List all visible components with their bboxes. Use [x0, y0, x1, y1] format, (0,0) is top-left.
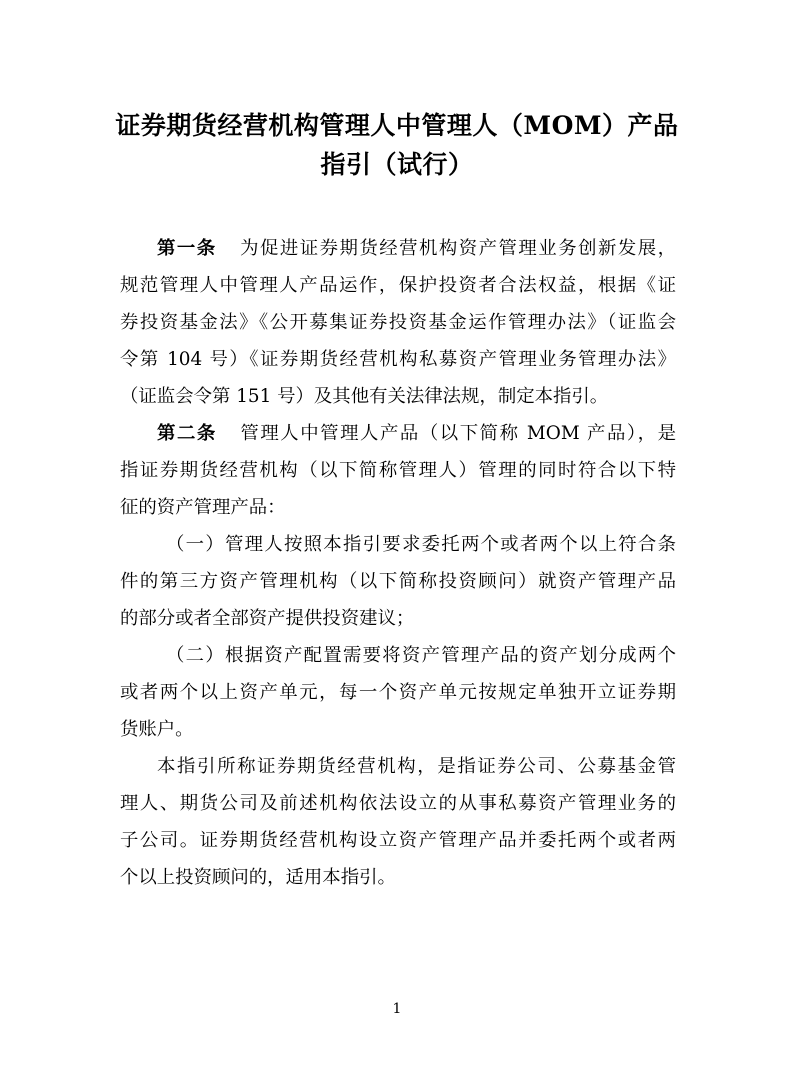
paragraph-3-line-2: 理人、期货公司及前述机构依法设立的从事私募资产管理业务的 [120, 793, 676, 814]
article-2-label: 第二条 [157, 423, 217, 444]
article-2-text-1: 管理人中管理人产品（以下简称 MOM 产品），是 [238, 423, 676, 444]
document-title-line-1: 证券期货经营机构管理人中管理人（MOM）产品 [115, 111, 679, 140]
article-1-line-3: 券投资基金法》《公开募集证券投资基金运作管理办法》（证监会 [120, 312, 676, 333]
article-1 [120, 230, 676, 415]
article-2 [120, 415, 676, 526]
article-1-line-2: 规范管理人中管理人产品运作，保护投资者合法权益，根据《证 [120, 275, 676, 296]
article-1-line-4: 令第 104 号）《证券期货经营机构私募资产管理业务管理办法》 [120, 349, 676, 370]
article-1-label: 第一条 [157, 238, 217, 259]
item-2 [120, 637, 676, 748]
paragraph-3 [120, 748, 676, 896]
article-1-line-1 [120, 230, 676, 267]
paragraph-3-line-3: 子公司。证券期货经营机构设立资产管理产品并委托两个或者两 [120, 830, 676, 851]
document-title-line-2: 指引（试行） [320, 150, 474, 179]
paragraph-3-line-1: 本指引所称证券期货经营机构，是指证券公司、公募基金管 [157, 756, 676, 777]
article-1-line-5: （证监会令第 151 号）及其他有关法律法规，制定本指引。 [120, 386, 609, 407]
item-2-line-1: （二）根据资产配置需要将资产管理产品的资产划分成两个 [166, 645, 676, 666]
article-2-line-3: 征的资产管理产品： [120, 497, 286, 518]
article-2-line-2: 指证券期货经营机构（以下简称管理人）管理的同时符合以下特 [120, 460, 676, 481]
document-body [120, 230, 676, 896]
paragraph-3-line-4: 个以上投资顾问的，适用本指引。 [120, 867, 396, 888]
item-2-line-2: 或者两个以上资产单元，每一个资产单元按规定单独开立证券期 [120, 682, 676, 703]
item-2-line-3: 货账户。 [120, 719, 194, 740]
page-number: 1 [392, 1001, 402, 1017]
item-1-line-1: （一）管理人按照本指引要求委托两个或者两个以上符合条 [166, 534, 676, 555]
item-1-line-3: 的部分或者全部资产提供投资建议； [120, 608, 415, 629]
item-1 [120, 526, 676, 637]
article-2-line-1 [120, 415, 676, 452]
item-1-line-2: 件的第三方资产管理机构（以下简称投资顾问）就资产管理产品 [120, 571, 676, 592]
article-1-text-1: 为促进证券期货经营机构资产管理业务创新发展， [238, 238, 676, 259]
